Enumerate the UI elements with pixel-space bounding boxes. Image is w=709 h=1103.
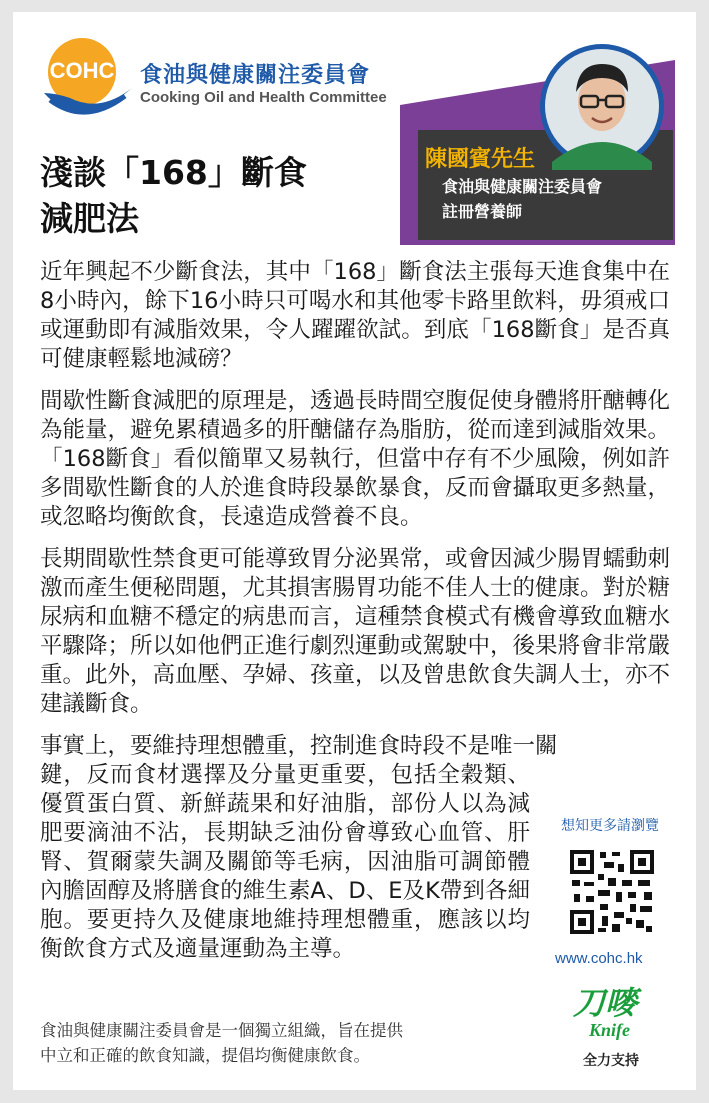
paragraph-4-rest: 鍵，反而食材選擇及分量更重要，包括全穀類、優質蛋白質、新鮮蔬果和好油脂，部份人以為減肥要滴油不沾，長期缺乏油份會導致心血管、肝腎、賀爾蒙失調及關節等毛病，因油脂可調節體內膽固醇及將膳食的維生素A、D、E及K帶到各細胞。要更持久及健康地維持理想體重，應該以均衡飲食方式及適量運動為主導。 [40,762,530,962]
footer-line-1: 食油與健康關注委員會是一個獨立組織，旨在提供 [40,1021,403,1040]
more-info-label: 想知更多請瀏覽 [561,818,659,834]
article-title [40,150,307,242]
paragraph-1: 近年興起不少斷食法，其中「168」斷食法主張每天進食集中在8小時內，餘下16小時只可喝水和其他零卡路里飲料，毋須戒口或運動即有減脂效果，令人躍躍欲試。到底「168斷食」是否真可健康輕鬆地減磅？ [40,259,670,372]
footer-note [40,1018,530,1068]
paragraph-4-lead: 事實上，要維持理想體重，控制進食時段不是唯一關 [40,733,558,759]
author-avatar [538,42,666,170]
paragraph-2: 間歇性斷食減肥的原理是，透過長時間空腹促使身體將肝醣轉化為能量，避免累積過多的肝醣儲存為脂肪，從而達到減脂效果。「168斷食」看似簡單又易執行，但當中存有不少風險，例如許多間歇性斷食的人於進食時段暴飲暴食，反而會攝取更多熱量，或忽略均衡飲食，長遠造成營養不良。 [40,388,671,530]
svg-text:刀嘜: 刀嘜 [573,984,638,1022]
author-role-line-1: 食油與健康關注委員會 [442,177,603,196]
support-label: 全力支持 [583,1053,639,1069]
website-link[interactable]: www.cohc.hk [555,950,643,967]
author-role-line-2: 註冊營養師 [442,202,523,221]
org-name-en: Cooking Oil and Health Committee [140,89,387,106]
footer-line-2: 中立和正確的飲食知識，提倡均衡健康飲食。 [40,1046,370,1065]
cohc-logo-icon [40,38,135,128]
author-name: 陳國賓先生 [425,147,536,172]
paragraph-3: 長期間歇性禁食更可能導致胃分泌異常，或會因減少腸胃蠕動刺激而產生便秘問題，尤其損害腸胃功能不佳人士的健康。對於糖尿病和血糖不穩定的病患而言，這種禁食模式有機會導致血糖水平驟降；所以如他們正進行劇烈運動或駕駛中，後果將會非常嚴重。此外，高血壓、孕婦、孩童，以及曾患飲食失調人士，亦不建議斷食。 [40,546,671,717]
author-role [442,174,602,224]
qr-code-icon[interactable] [568,848,656,936]
svg-text:Knife: Knife [589,1020,631,1040]
knife-brand-logo [565,980,665,1042]
title-line-2: 減肥法 [40,199,139,238]
title-line-1: 淺談「168」斷食 [40,153,307,192]
org-name-zh: 食油與健康關注委員會 [140,63,371,88]
svg-text:COHC: COHC [49,58,115,83]
